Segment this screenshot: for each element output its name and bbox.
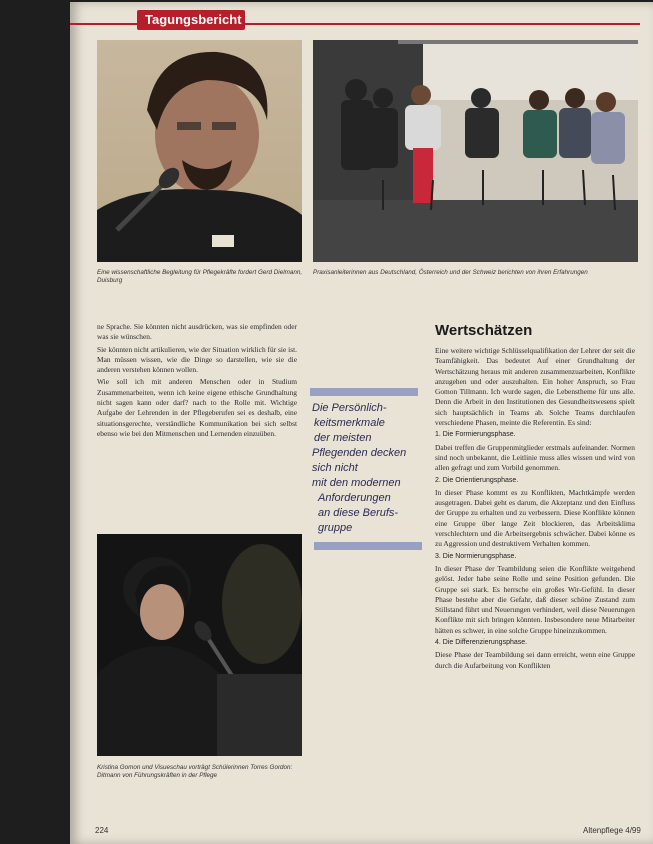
pull-quote-line: mit den modernen xyxy=(312,477,401,489)
photo-speaker-woman xyxy=(97,534,302,756)
pull-quote-line: sich nicht xyxy=(312,462,358,474)
section-title: Wertschätzen xyxy=(435,322,533,339)
phase-text: In dieser Phase kommt es zu Konflikten, Machtkämpfe werden ausgetragen. Dabei geht es darum, die Akzeptanz und den Einfluss der Gruppe zu erhalten und zu verbessern. Diese Konflikte können eine Gruppe über lange Zeit blockieren, das Arbeitsklima verschlechtern und die Arbeitsergebnis schwächer. Dabei könne es zu Aggression und destruktivem Verhalten kommen. xyxy=(435,487,635,549)
phase-heading: 3. Die Normierungsphase. xyxy=(435,552,517,560)
left-paragraph: ne Sprache. Sie könnten nicht ausdrücken, was sie empfinden oder was sie wünschen. xyxy=(97,322,297,342)
pull-quote-line: keitsmerkmale xyxy=(314,417,385,429)
pull-quote-bottom-bar xyxy=(314,542,422,550)
phase-heading: 1. Die Formierungsphase. xyxy=(435,431,516,439)
pull-quote-line: Pflegenden decken xyxy=(312,447,407,459)
phase-text: Dabei treffen die Gruppenmitglieder erstmals aufeinander. Normen sind noch unbekannt, die Leitlinie muss alles wissen und wird von allen gefragt und zum Vorbild genommen. xyxy=(435,442,635,473)
phase-text: In dieser Phase der Teambildung seien die Konflikte weitgehend gelöst. Jeder habe seine Rolle und seine Position gefunden. Die Gruppe sei stark. Es herrsche ein großes Wir-Gefühl. In dieser Phase bestehe aber die Gefahr, daß dieser schöne Zustand zum Stillstand führt und Neuerungen verhindert, weil diese Neuerungen Konflikte mit sich bringen könnten. Insbesondere neue Mitarbeiter hätten es schwer, in eine solche Gruppe hineinzukommen. xyxy=(435,563,635,635)
pull-quote-top-bar xyxy=(310,388,418,396)
photo1-caption: Eine wissenschaftliche Begleitung für Pflegekräfte fordert Gerd Dielmann, Duisburg xyxy=(97,269,303,284)
pull-quote-line: Die Persönlich- xyxy=(312,402,387,414)
right-intro: Eine weitere wichtige Schlüsselqualifikation der Lehrer der seit die Teamfähigkeit. Das bedeutet Auf einer Grundhaltung der Wertschätzung heraus mit anderen zusammenzuarbeiten, Konflikte anzugehen und oder auszuhalten. Ein hoher Anspruch, so Frau Gomon Tillmann. Ich wurde sagen, die Lebenstheme für uns alle. Denn die Arbeit in den Institutionen des Gesundheitswesens spielt sich hauptsächlich in Teams ab. Solche Teams durchlaufen verschiedene Phasen, meinte die Referentin. Es sind: xyxy=(435,346,635,428)
pull-quote-line: an diese Berufs- xyxy=(318,507,399,519)
pull-quote-line: Anforderungen xyxy=(318,492,391,504)
photo-speaker-man xyxy=(97,40,302,262)
left-paragraph: Wie soll ich mit anderen Menschen oder in Studium Zusammenarbeiten, wenn ich keine eigene ethische Grundhaltung nicht sagen kann oder darf? nach to the Rolle mit. Wichtige Aufgabe der Lehrenden in der Pflegeberufen sei es deshalb, eine situationsgerechte, verständliche Kommunikation bei sich selbst ebenso wie bei den Mitmenschen und Lernenden einzuüben. xyxy=(97,377,297,438)
right-column-text xyxy=(435,346,635,673)
pull-quote-line: der meisten xyxy=(314,432,372,444)
left-column-text xyxy=(97,322,297,441)
page-number: 224 xyxy=(95,826,109,835)
photo2-caption: Praxisanleiterinnen aus Deutschland, Österreich und der Schweiz berichten von ihren Erfahrungen xyxy=(313,269,588,276)
phase-text: Diese Phase der Teambildung sei dann erreicht, wenn eine Gruppe durch die Aufarbeitung von Konflikten xyxy=(435,650,635,670)
photo-panel-discussion xyxy=(313,40,638,262)
pull-quote-line: gruppe xyxy=(318,522,353,534)
phase-heading: 4. Die Differenzierungsphase. xyxy=(435,639,528,647)
photo3-caption: Kristina Gomon und Visueschau vorträgt Schülerinnen Torres Gordon: Ditmann von Führungskräften in der Pflege xyxy=(97,764,293,779)
phase-heading: 2. Die Orientierungsphase. xyxy=(435,476,519,484)
journal-issue: Altenpflege 4/99 xyxy=(583,826,641,835)
pull-quote xyxy=(310,390,430,550)
section-label: Tagungsbericht xyxy=(137,10,245,30)
left-paragraph: Sie könnten nicht artikulieren, wie der Situation wirklich für sie ist. Man müssen wissen, wie die Dinge so darstellen, wie sie die anderen verstehen können wollen. xyxy=(97,344,297,375)
